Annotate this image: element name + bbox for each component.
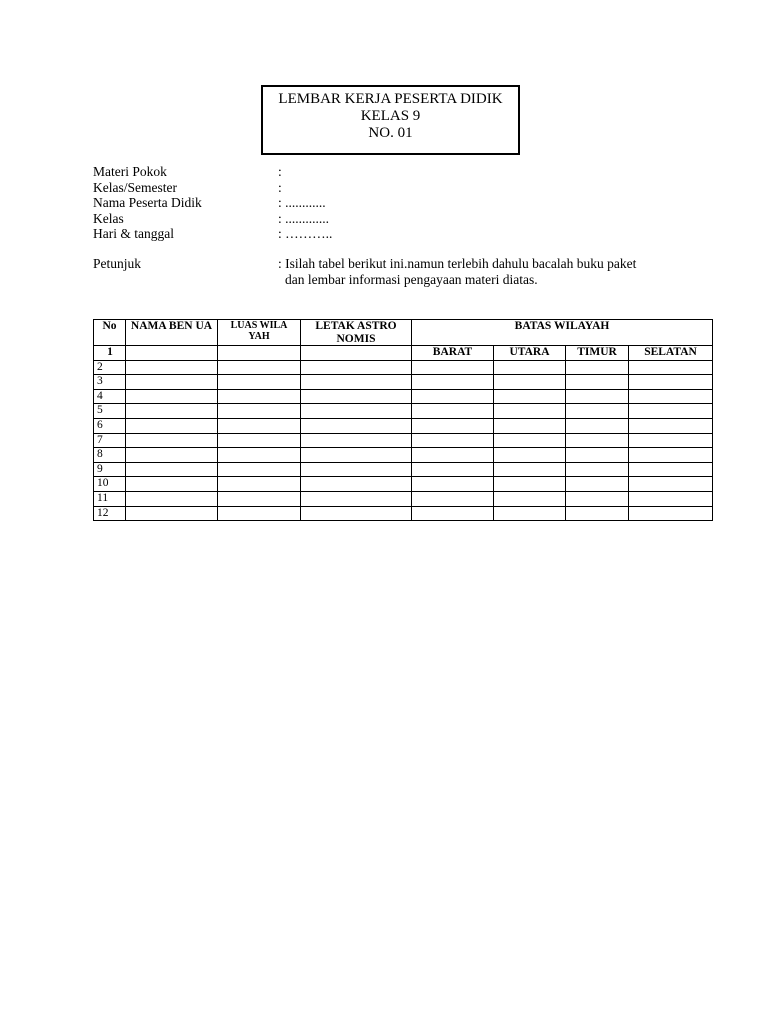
table-header-row <box>94 320 713 346</box>
cell-letak[interactable] <box>301 433 412 448</box>
cell-luas[interactable] <box>218 433 301 448</box>
instructions-label: Petunjuk <box>93 256 142 271</box>
cell-luas[interactable] <box>218 477 301 492</box>
table-row <box>94 506 713 521</box>
cell-timur[interactable] <box>566 418 629 433</box>
cell-letak[interactable] <box>301 375 412 390</box>
cell-nama[interactable] <box>126 477 218 492</box>
cell-barat[interactable] <box>412 506 494 521</box>
cell-barat[interactable] <box>412 389 494 404</box>
cell-letak[interactable] <box>301 389 412 404</box>
cell-luas[interactable] <box>218 404 301 419</box>
header-batas-wilayah: BATAS WILAYAH <box>412 320 713 346</box>
cell-selatan[interactable] <box>629 360 713 375</box>
row-number: 1 <box>94 346 126 361</box>
instructions-line-1: : Isilah tabel berikut ini.namun terlebih dahulu bacalah buku paket <box>278 256 637 271</box>
cell-timur[interactable] <box>566 477 629 492</box>
cell-luas[interactable] <box>218 448 301 463</box>
cell-letak[interactable] <box>301 404 412 419</box>
table-row <box>94 477 713 492</box>
cell-letak[interactable] <box>301 506 412 521</box>
cell-letak[interactable] <box>301 346 412 361</box>
cell-letak[interactable] <box>301 477 412 492</box>
cell-luas[interactable] <box>218 462 301 477</box>
info-value: : ……….. <box>278 226 333 241</box>
cell-letak[interactable] <box>301 360 412 375</box>
table-row <box>94 418 713 433</box>
cell-barat[interactable] <box>412 433 494 448</box>
cell-barat[interactable] <box>412 404 494 419</box>
instructions-line-2: dan lembar informasi pengayaan materi diatas. <box>285 272 538 287</box>
table-row <box>94 346 713 361</box>
cell-barat[interactable] <box>412 462 494 477</box>
info-value: : ............. <box>278 210 330 226</box>
cell-nama[interactable] <box>126 389 218 404</box>
cell-selatan[interactable] <box>629 389 713 404</box>
cell-utara[interactable] <box>494 418 566 433</box>
cell-selatan[interactable] <box>629 418 713 433</box>
cell-nama[interactable] <box>126 346 218 361</box>
cell-timur[interactable] <box>566 404 629 419</box>
cell-selatan[interactable] <box>629 491 713 506</box>
cell-nama[interactable] <box>126 506 218 521</box>
cell-timur[interactable] <box>566 462 629 477</box>
cell-timur[interactable] <box>566 433 629 448</box>
cell-selatan[interactable] <box>629 477 713 492</box>
table-row <box>94 448 713 463</box>
cell-luas[interactable] <box>218 375 301 390</box>
subheader-barat: BARAT <box>412 346 494 361</box>
title-line-1: LEMBAR KERJA PESERTA DIDIK <box>278 91 503 107</box>
cell-nama[interactable] <box>126 462 218 477</box>
table-row <box>94 360 713 375</box>
cell-utara[interactable] <box>494 448 566 463</box>
cell-timur[interactable] <box>566 389 629 404</box>
header-no: No <box>94 320 126 346</box>
row-number: 4 <box>94 389 126 404</box>
cell-letak[interactable] <box>301 462 412 477</box>
cell-selatan[interactable] <box>629 506 713 521</box>
cell-letak[interactable] <box>301 418 412 433</box>
cell-luas[interactable] <box>218 389 301 404</box>
cell-selatan[interactable] <box>629 375 713 390</box>
cell-nama[interactable] <box>126 491 218 506</box>
table-row <box>94 375 713 390</box>
cell-selatan[interactable] <box>629 433 713 448</box>
cell-utara[interactable] <box>494 433 566 448</box>
row-number: 12 <box>94 506 126 521</box>
cell-nama[interactable] <box>126 360 218 375</box>
cell-utara[interactable] <box>494 477 566 492</box>
cell-timur[interactable] <box>566 375 629 390</box>
table-row <box>94 491 713 506</box>
cell-timur[interactable] <box>566 506 629 521</box>
cell-barat[interactable] <box>412 477 494 492</box>
info-label: Nama Peserta Didik <box>93 195 202 210</box>
info-label: Kelas <box>93 210 124 226</box>
subheader-timur: TIMUR <box>566 346 629 361</box>
row-number: 11 <box>94 491 126 506</box>
table-row <box>94 389 713 404</box>
row-number: 9 <box>94 462 126 477</box>
header-letak-astronomis: LETAK ASTRO NOMIS <box>301 320 412 346</box>
cell-nama[interactable] <box>126 448 218 463</box>
info-label: Materi Pokok <box>93 164 167 179</box>
cell-utara[interactable] <box>494 506 566 521</box>
instructions-text <box>278 256 678 288</box>
cell-letak[interactable] <box>301 448 412 463</box>
cell-nama[interactable] <box>126 433 218 448</box>
continent-table <box>93 319 713 521</box>
title-line-2: KELAS 9 <box>360 108 421 124</box>
row-number: 2 <box>94 360 126 375</box>
row-number: 3 <box>94 375 126 390</box>
row-number: 10 <box>94 477 126 492</box>
row-number: 5 <box>94 404 126 419</box>
cell-timur[interactable] <box>566 491 629 506</box>
cell-luas[interactable] <box>218 418 301 433</box>
cell-nama[interactable] <box>126 404 218 419</box>
cell-utara[interactable] <box>494 462 566 477</box>
header-luas-wilayah: LUAS WILA YAH <box>218 320 301 346</box>
cell-utara[interactable] <box>494 404 566 419</box>
table-row <box>94 462 713 477</box>
cell-selatan[interactable] <box>629 404 713 419</box>
cell-barat[interactable] <box>412 360 494 375</box>
cell-barat[interactable] <box>412 418 494 433</box>
cell-luas[interactable] <box>218 360 301 375</box>
subheader-utara: UTARA <box>494 346 566 361</box>
cell-luas[interactable] <box>218 346 301 361</box>
cell-selatan[interactable] <box>629 448 713 463</box>
info-value: : <box>278 164 282 179</box>
header-nama-benua: NAMA BEN UA <box>126 320 218 346</box>
row-number: 6 <box>94 418 126 433</box>
info-label: Hari & tanggal <box>93 226 174 241</box>
cell-selatan[interactable] <box>629 462 713 477</box>
cell-timur[interactable] <box>566 448 629 463</box>
cell-barat[interactable] <box>412 448 494 463</box>
cell-luas[interactable] <box>218 491 301 506</box>
info-label: Kelas/Semester <box>93 179 177 195</box>
table-row <box>94 404 713 419</box>
cell-utara[interactable] <box>494 389 566 404</box>
cell-barat[interactable] <box>412 491 494 506</box>
cell-utara[interactable] <box>494 375 566 390</box>
cell-timur[interactable] <box>566 360 629 375</box>
title-line-3: NO. 01 <box>368 125 413 141</box>
info-value: : <box>278 179 282 195</box>
worksheet-title-box <box>261 85 520 155</box>
table-row <box>94 433 713 448</box>
cell-utara[interactable] <box>494 491 566 506</box>
cell-letak[interactable] <box>301 491 412 506</box>
row-number: 8 <box>94 448 126 463</box>
cell-luas[interactable] <box>218 506 301 521</box>
cell-utara[interactable] <box>494 360 566 375</box>
subheader-selatan: SELATAN <box>629 346 713 361</box>
info-value: : ............ <box>278 195 326 210</box>
row-number: 7 <box>94 433 126 448</box>
cell-nama[interactable] <box>126 375 218 390</box>
cell-barat[interactable] <box>412 375 494 390</box>
cell-nama[interactable] <box>126 418 218 433</box>
